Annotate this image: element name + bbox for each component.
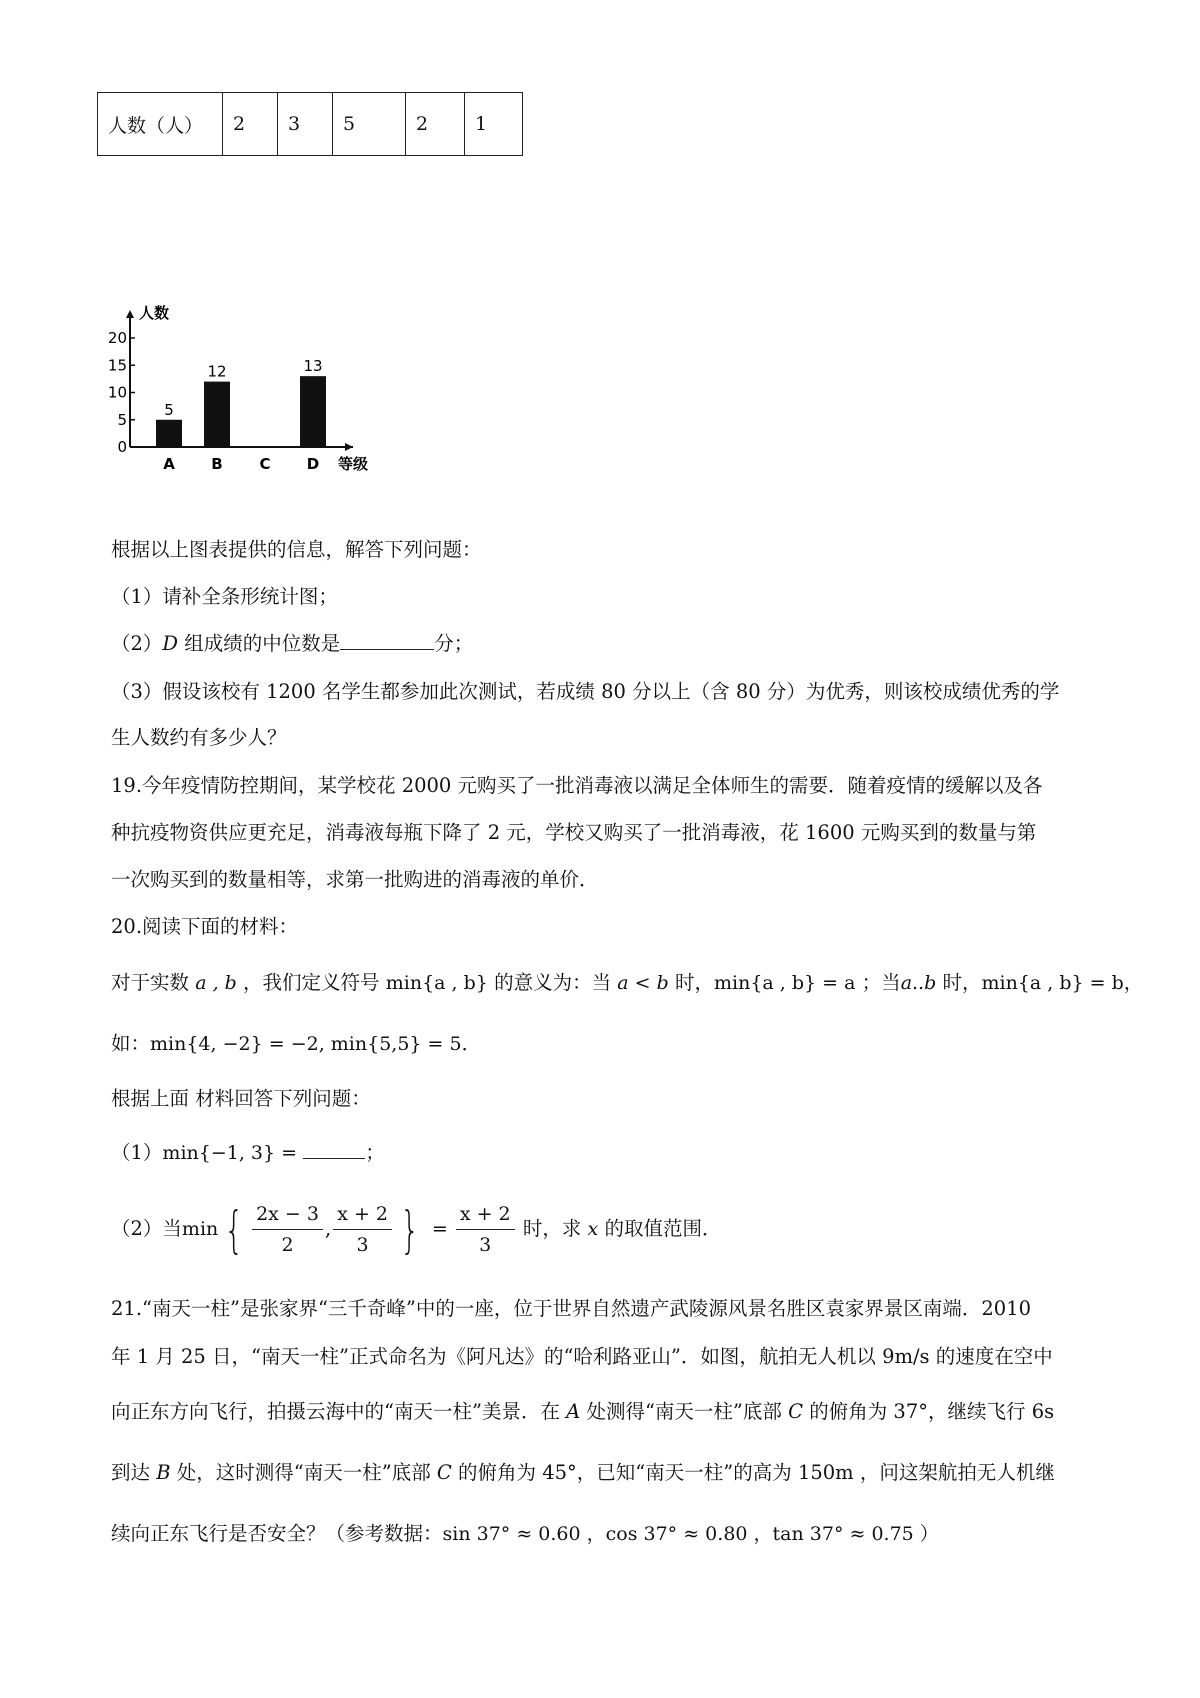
table-cell: 2 [406,93,465,156]
q21-line1: 21.“南天一柱”是张家界“三千奇峰”中的一座，位于世界自然遗产武陵源风景名胜区袁家界景区南端．2010 [111,1297,1032,1320]
q20-example: 如：min{4, −2} = −2, min{5,5} = 5． [111,1032,482,1055]
y-tick-label: 10 [108,383,127,402]
q18-part1: （1）请补全条形统计图； [111,585,338,608]
right-brace: } [400,1200,420,1259]
y-axis-label: 人数 [139,304,170,322]
table-row [98,93,523,156]
fraction: $\frac{x + 2}{3}$ [333,1199,392,1260]
q21-line3: 向正东方向飞行，拍摄云海中的“南天一柱”美景．在 A 处测得“南天一柱”底部 C 的俯角为 37°，继续飞行 6s [111,1400,1055,1423]
q21-line2: 年 1 月 25 日，“南天一柱”正式命名为《阿凡达》的“哈利路亚山”．如图，航拍无人机以 9m/s 的速度在空中 [111,1345,1053,1368]
q20-definition: 对于实数 a , b ，我们定义符号 min{a , b} 的意义为：当 a < b 时，min{a , b} = a ；当a..b 时，min{a , b} = b， [111,971,1144,994]
q18-part3-line1: （3）假设该校有 1200 名学生都参加此次测试，若成绩 80 分以上（含 80 分）为优秀，则该校成绩优秀的学 [111,680,1060,703]
bar-d [300,376,326,447]
q20-part1: （1）min{−1, 3} = ； [111,1141,385,1164]
q20-part2: （2）当min { $\frac{2x - 3}{2}$ , $\frac{x + 2}{3}$ } = $\frac{x + 2}{3}$ 时，求 x 的取值范围． [111,1196,721,1263]
answer-blank [340,631,434,650]
x-tick-label: B [211,455,223,473]
q18-intro: 根据以上图表提供的信息，解答下列问题： [111,538,482,561]
x-axis-label: 等级 [338,455,369,473]
q21-line4: 到达 B 处，这时测得“南天一柱”底部 C 的俯角为 45°，已知“南天一柱”的高为 150m ，问这架航拍无人机继 [111,1461,1055,1484]
q20-title: 20.阅读下面的材料： [111,915,299,938]
bar-chart [108,300,398,520]
q20-ask: 根据上面 材料回答下列问题： [111,1087,371,1110]
bar-b [204,382,230,447]
q19-line1: 19.今年疫情防控期间，某学校花 2000 元购买了一批消毒液以满足全体师生的需要．随着疫情的缓解以及各 [111,774,1043,797]
counts-table [97,92,523,156]
table-cell: 1 [465,93,523,156]
x-tick-label: D [306,455,320,473]
y-tick-label: 5 [117,410,127,429]
table-cell: 5 [333,93,406,156]
y-tick-label: 0 [117,438,127,456]
bar-value-label: 12 [207,362,227,381]
bar-a [156,420,182,447]
x-axis-arrow [345,443,353,451]
q19-line3: 一次购买到的数量相等，求第一批购进的消毒液的单价． [111,868,599,891]
table-cell: 2 [223,93,278,156]
x-tick-label: C [259,455,271,473]
x-tick-label: A [163,455,175,473]
row-label: 人数（人） [98,93,223,156]
y-tick-label: 20 [108,329,127,347]
table-cell: 3 [278,93,333,156]
answer-blank [303,1140,365,1159]
y-tick-label: 15 [108,356,127,375]
bar-value-label: 5 [164,400,174,419]
bar-value-label: 13 [303,357,323,376]
q18-part3-line2: 生人数约有多少人？ [111,726,287,749]
fraction: $\frac{x + 2}{3}$ [456,1199,515,1260]
y-axis-arrow [126,310,134,318]
left-brace: { [224,1200,244,1259]
fraction: $\frac{2x - 3}{2}$ [252,1199,323,1260]
q18-part2: （2）D 组成绩的中位数是 分； [111,632,474,655]
q19-line2: 种抗疫物资供应更充足，消毒液每瓶下降了 2 元，学校又购买了一批消毒液，花 1600 元购买到的数量与第 [111,821,1037,844]
q21-line5: 续向正东飞行是否安全？（参考数据：sin 37° ≈ 0.60 ，cos 37° ≈ 0.80 ，tan 37° ≈ 0.75 ） [111,1522,939,1545]
